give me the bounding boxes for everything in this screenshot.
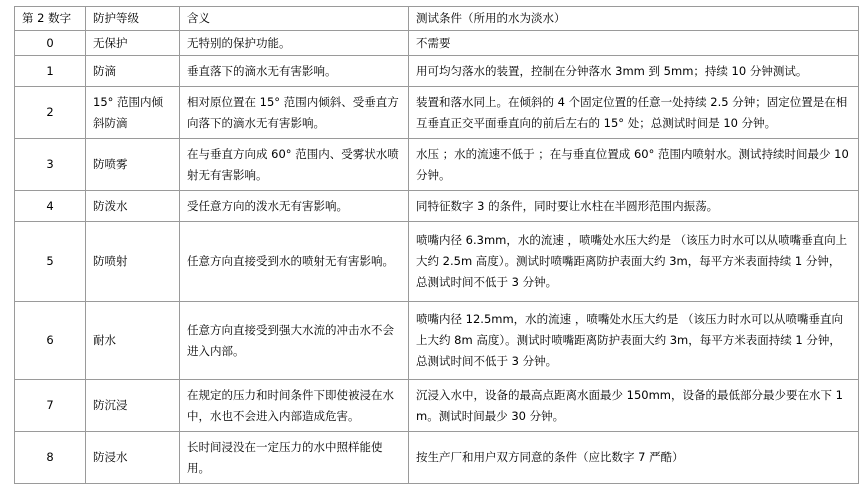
meaning-cell: 在与垂直方向成 60° 范围内、受雾状水喷射无有害影响。 <box>180 139 409 191</box>
level-cell: 防浸水 <box>86 432 180 484</box>
test-cell: 沉浸入水中，设备的最高点距离水面最少 150mm，设备的最低部分最少要在水下 1m。测试时间最少 30 分钟。 <box>409 380 859 432</box>
table-row <box>15 56 859 87</box>
table-row <box>15 31 859 56</box>
header-level: 防护等级 <box>86 7 180 31</box>
test-cell: 水压 ；水的流速不低于 ；在与垂直位置成 60° 范围内喷射水。测试持续时间最少 10 分钟。 <box>409 139 859 191</box>
digit-cell: 0 <box>15 31 86 56</box>
test-cell: 用可均匀落水的装置，控制在分钟落水 3mm 到 5mm；持续 10 分钟测试。 <box>409 56 859 87</box>
digit-cell: 1 <box>15 56 86 87</box>
test-cell: 喷嘴内径 6.3mm，水的流速 ，喷嘴处水压大约是 （该压力时水可以从喷嘴垂直向上大约 2.5m 高度）。测试时喷嘴距离防护表面大约 3m，每平方米表面持续 1 分钟，总测试时间不低于 3 分钟。 <box>409 222 859 302</box>
meaning-cell: 任意方向直接受到强大水流的冲击水不会进入内部。 <box>180 302 409 380</box>
meaning-text: 在规定的压力和时间条件下即使被浸在水中，水也不会进入内部造成危害。 <box>187 387 394 423</box>
level-cell: 15° 范围内倾斜防滴 <box>86 87 180 139</box>
level-cell: 防滴 <box>86 56 180 87</box>
digit-cell: 3 <box>15 139 86 191</box>
level-cell: 防喷射 <box>86 222 180 302</box>
level-cell: 无保护 <box>86 31 180 56</box>
table-row <box>15 139 859 191</box>
test-cell: 喷嘴内径 12.5mm，水的流速 ，喷嘴处水压大约是 （该压力时水可以从喷嘴垂直向上大约 8m 高度）。测试时喷嘴距离防护表面大约 3m，每平方米表面持续 1 分钟，总测试时间不低于 3 分钟。 <box>409 302 859 380</box>
digit-cell: 7 <box>15 380 86 432</box>
table-row <box>15 222 859 302</box>
header-test-conditions: 测试条件（所用的水为淡水） <box>409 7 859 31</box>
meaning-cell: 相对原位置在 15° 范围内倾斜、受垂直方向落下的滴水无有害影响。 <box>180 87 409 139</box>
meaning-cell: 垂直落下的滴水无有害影响。 <box>180 56 409 87</box>
test-cell: 按生产厂和用户双方同意的条件（应比数字 7 严酷） <box>409 432 859 484</box>
header-meaning: 含义 <box>180 7 409 31</box>
meaning-cell <box>180 380 409 432</box>
header-digit: 第 2 数字 <box>15 7 86 31</box>
level-cell: 防泼水 <box>86 191 180 222</box>
test-cell: 不需要 <box>409 31 859 56</box>
digit-cell: 4 <box>15 191 86 222</box>
table-row <box>15 191 859 222</box>
meaning-cell: 无特别的保护功能。 <box>180 31 409 56</box>
test-cell: 装置和落水同上。在倾斜的 4 个固定位置的任意一处持续 2.5 分钟；固定位置是在相互垂直正交平面垂直向的前后左右的 15° 处；总测试时间是 10 分钟。 <box>409 87 859 139</box>
meaning-cell: 长时间浸没在一定压力的水中照样能使用。 <box>180 432 409 484</box>
table-row <box>15 302 859 380</box>
digit-cell: 8 <box>15 432 86 484</box>
meaning-cell: 受任意方向的泼水无有害影响。 <box>180 191 409 222</box>
table-row <box>15 432 859 484</box>
level-cell: 耐水 <box>86 302 180 380</box>
header-row <box>15 7 859 31</box>
ip-water-protection-table <box>14 6 859 484</box>
table-row <box>15 87 859 139</box>
digit-cell: 5 <box>15 222 86 302</box>
meaning-cell: 任意方向直接受到水的喷射无有害影响。 <box>180 222 409 302</box>
level-cell: 防喷雾 <box>86 139 180 191</box>
level-cell: 防沉浸 <box>86 380 180 432</box>
digit-cell: 6 <box>15 302 86 380</box>
test-cell: 同特征数字 3 的条件，同时要让水柱在半圆形范围内振荡。 <box>409 191 859 222</box>
table-row <box>15 380 859 432</box>
digit-cell: 2 <box>15 87 86 139</box>
